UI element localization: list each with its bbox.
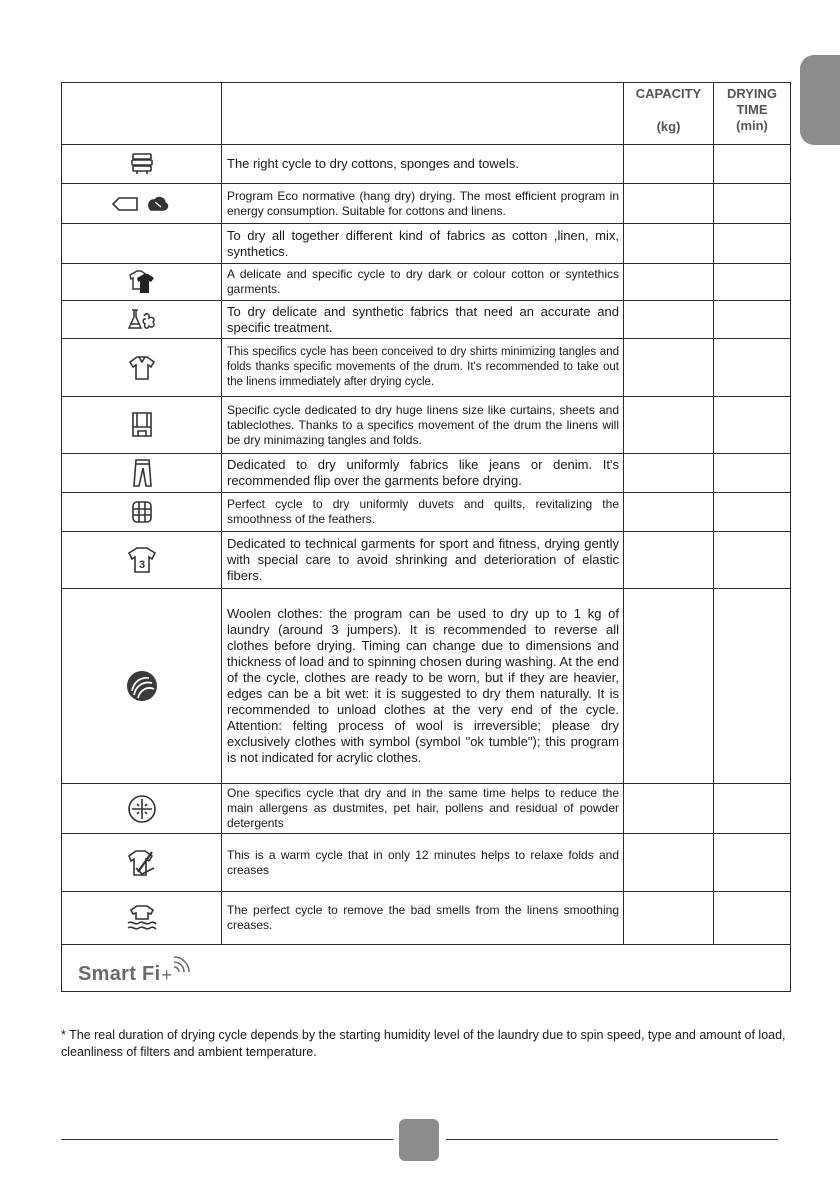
drying-time-cell <box>714 589 791 784</box>
duvet-icon <box>129 499 155 525</box>
row-description: This specifics cycle has been conceived to dry shirts minimizing tangles and folds thanks specific movements of the drum. It's recommended to take out the linens immediately after drying cycle. <box>222 339 624 397</box>
drying-time-header <box>714 83 791 145</box>
drying-time-cell <box>714 145 791 184</box>
row-description: Specific cycle dedicated to dry huge linens size like curtains, sheets and tableclothes. Thanks to a specifics movement of the drum the linens will be dry minimazing tangles and folds. <box>222 397 624 454</box>
capacity-label: CAPACITY <box>635 86 702 101</box>
dark-colour-garments-icon <box>127 269 157 295</box>
header-desc-cell <box>222 83 624 145</box>
smart-fi-text: Smart Fi <box>78 963 161 985</box>
smart-fi-row <box>62 945 791 992</box>
drying-time-label: DRYING TIME <box>726 86 778 117</box>
section-tab <box>800 55 840 145</box>
table-row <box>62 493 791 532</box>
table-row <box>62 397 791 454</box>
capacity-cell <box>624 589 714 784</box>
footer-rule-right <box>446 1139 778 1140</box>
drying-time-cell <box>714 264 791 301</box>
table-row <box>62 532 791 589</box>
smart-fi-logo <box>78 954 190 986</box>
synthetics-delicate-icon <box>126 308 158 332</box>
refresh-icon <box>125 903 159 933</box>
drying-time-cell <box>714 493 791 532</box>
row-icon-cell <box>62 397 222 454</box>
table-row <box>62 301 791 339</box>
header-icon-cell <box>62 83 222 145</box>
capacity-cell <box>624 224 714 264</box>
row-icon-cell <box>62 454 222 493</box>
table-row <box>62 339 791 397</box>
row-icon-cell <box>62 784 222 834</box>
row-icon-cell <box>62 224 222 264</box>
drying-time-cell <box>714 834 791 892</box>
table-row <box>62 454 791 493</box>
row-description: Dedicated to technical garments for sport and fitness, drying gently with special care to avoid shrinking and deterioration of elastic fibers. <box>222 532 624 589</box>
row-description: The right cycle to dry cottons, sponges and towels. <box>222 145 624 184</box>
capacity-cell <box>624 892 714 945</box>
page-number-box <box>399 1119 439 1161</box>
table-row <box>62 145 791 184</box>
capacity-cell <box>624 532 714 589</box>
drying-time-unit: (min) <box>736 118 768 133</box>
wifi-signal-icon <box>172 954 190 976</box>
row-icon-cell <box>62 184 222 224</box>
row-icon-cell <box>62 493 222 532</box>
towels-icon <box>129 152 155 176</box>
capacity-cell <box>624 397 714 454</box>
row-description: Woolen clothes: the program can be used to dry up to 1 kg of laundry (around 3 jumpers). It is recommended to reverse all clothes before drying. Timing can change due to dimensions and thickness of load and to spinning chosen during washing. At the end of the cycle, clothes are ready to be worn, but if they are heavier, edges can be a bit wet: it is suggested to dry them naturally. It is recommended to unload clothes at the very end of the cycle. Attention: felting process of wool is irreversible; please dry exclusively clothes with symbol (symbol "ok tumble"); this program is not indicated for acrylic clothes. <box>222 589 624 784</box>
smart-fi-cell <box>62 945 791 992</box>
row-icon-cell <box>62 301 222 339</box>
wool-icon <box>125 669 159 703</box>
row-icon-cell <box>62 532 222 589</box>
capacity-cell <box>624 184 714 224</box>
drying-time-cell <box>714 892 791 945</box>
capacity-cell <box>624 301 714 339</box>
capacity-cell <box>624 784 714 834</box>
capacity-header <box>624 83 714 145</box>
table-row <box>62 892 791 945</box>
capacity-unit: (kg) <box>656 119 681 134</box>
smart-fi-plus: + <box>161 965 172 985</box>
row-description: The perfect cycle to remove the bad smells from the linens smoothing creases. <box>222 892 624 945</box>
drying-time-cell <box>714 397 791 454</box>
row-icon-cell <box>62 264 222 301</box>
capacity-cell <box>624 454 714 493</box>
drying-time-cell <box>714 301 791 339</box>
allergy-icon <box>127 794 157 824</box>
table-row <box>62 184 791 224</box>
drying-time-cell <box>714 224 791 264</box>
shirt-icon <box>127 355 157 381</box>
programs-table <box>61 82 791 992</box>
row-description: To dry delicate and synthetic fabrics that need an accurate and specific treatment. <box>222 301 624 339</box>
capacity-cell <box>624 834 714 892</box>
capacity-cell <box>624 493 714 532</box>
row-description: A delicate and specific cycle to dry dark or colour cotton or syntethics garments. <box>222 264 624 301</box>
row-icon-cell <box>62 589 222 784</box>
table-row <box>62 224 791 264</box>
table-row <box>62 264 791 301</box>
svg-text:3: 3 <box>138 559 145 571</box>
footer-rule-left <box>61 1139 393 1140</box>
row-description: This is a warm cycle that in only 12 minutes helps to relaxe folds and creases <box>222 834 624 892</box>
row-icon-cell <box>62 145 222 184</box>
row-description: Perfect cycle to dry uniformly duvets and quilts, revitalizing the smoothness of the feathers. <box>222 493 624 532</box>
drying-time-cell <box>714 454 791 493</box>
row-icon-cell <box>62 834 222 892</box>
table-row <box>62 834 791 892</box>
footnote: * The real duration of drying cycle depends by the starting humidity level of the laundry due to spin speed, type and amount of load, cleanliness of filters and ambient temperature. <box>61 1028 786 1059</box>
row-description: One specifics cycle that dry and in the same time helps to reduce the main allergens as dustmites, pet hair, pollens and residual of powder detergents <box>222 784 624 834</box>
capacity-cell <box>624 145 714 184</box>
jeans-icon <box>131 458 153 488</box>
drying-time-cell <box>714 184 791 224</box>
capacity-cell <box>624 339 714 397</box>
sport-shirt-icon <box>126 546 158 574</box>
drying-time-cell <box>714 532 791 589</box>
row-description: Dedicated to dry uniformly fabrics like jeans or denim. It's recommended flip over the garments before drying. <box>222 454 624 493</box>
table-row <box>62 589 791 784</box>
row-icon-cell <box>62 892 222 945</box>
table-header <box>62 83 791 145</box>
row-icon-cell <box>62 339 222 397</box>
row-description: To dry all together different kind of fabrics as cotton ,linen, mix, synthetics. <box>222 224 624 264</box>
eco-hang-dry-icon <box>111 194 173 214</box>
capacity-cell <box>624 264 714 301</box>
row-description: Program Eco normative (hang dry) drying. The most efficient program in energy consumption. Suitable for cottons and linens. <box>222 184 624 224</box>
relax-creases-icon <box>126 848 158 878</box>
drying-time-cell <box>714 784 791 834</box>
table-row <box>62 784 791 834</box>
drying-time-cell <box>714 339 791 397</box>
linens-curtains-icon <box>128 410 156 440</box>
